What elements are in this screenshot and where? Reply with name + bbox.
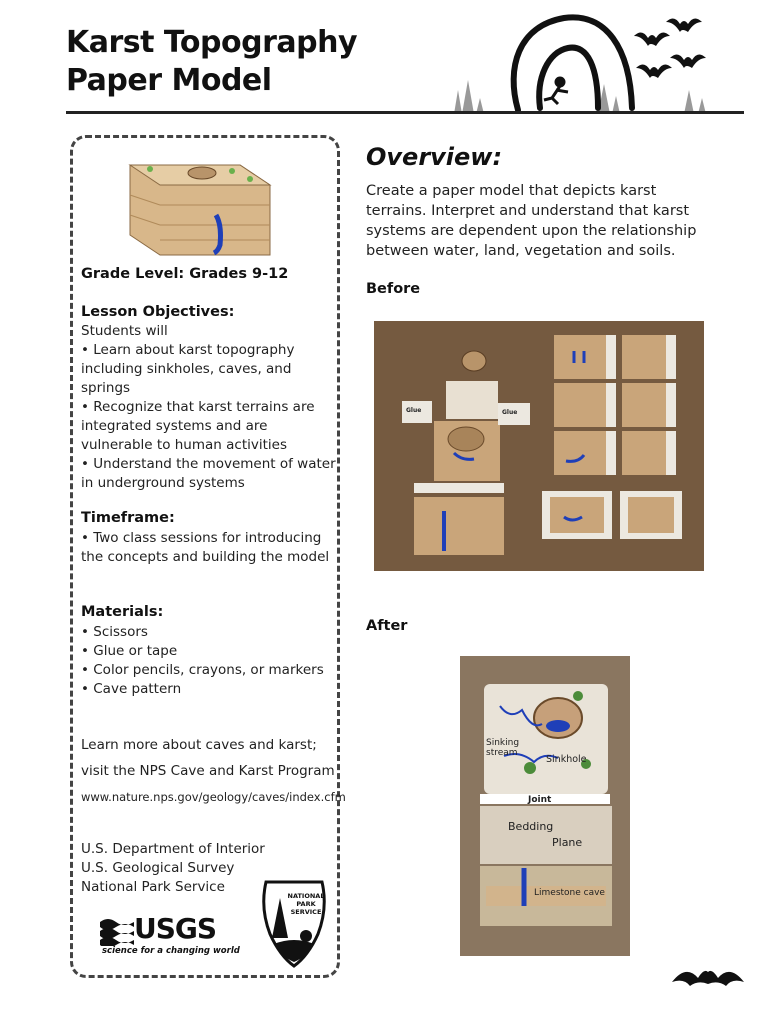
before-photo bbox=[374, 321, 704, 571]
usgs-tagline: science for a changing world bbox=[102, 946, 240, 956]
sinkhole-label: Sinkhole bbox=[546, 754, 587, 765]
plane-label: Plane bbox=[552, 836, 583, 849]
sinking-stream-label: Sinking stream bbox=[486, 738, 520, 758]
title-line-2: Paper Model bbox=[66, 63, 272, 98]
usgs-wave-icon bbox=[100, 916, 134, 946]
header-rule bbox=[66, 111, 744, 114]
after-label: After bbox=[366, 618, 408, 634]
usgs-wordmark: USGS bbox=[134, 912, 217, 945]
nps-line: SERVICE bbox=[290, 908, 322, 916]
glue-tab-label: Glue bbox=[406, 407, 422, 414]
agency-item: National Park Service bbox=[81, 879, 225, 895]
after-photo bbox=[460, 656, 630, 956]
agency-item: U.S. Department of Interior bbox=[81, 841, 265, 857]
learn-more-text: Learn more about caves and karst; bbox=[81, 737, 317, 753]
timeframe-heading: Timeframe: bbox=[81, 510, 175, 526]
overview-text: Create a paper model that depicts karst terrains. Interpret and understand that karst systems are dependent upon the relationship between water, land, vegetation and soils. bbox=[366, 183, 697, 259]
objectives-heading: Lesson Objectives: bbox=[81, 304, 235, 320]
limestone-cave-label: Limestone cave bbox=[534, 888, 605, 898]
materials-list bbox=[81, 623, 336, 699]
bedding-label: Bedding bbox=[508, 820, 554, 833]
bat-icon bbox=[672, 962, 744, 988]
nps-line: NATIONAL bbox=[287, 892, 325, 900]
bat-icons bbox=[634, 18, 706, 78]
material-item: • Color pencils, crayons, or markers bbox=[81, 662, 324, 678]
material-item: • Glue or tape bbox=[81, 643, 178, 659]
objectives-intro: Students will bbox=[81, 323, 168, 339]
objective-item: • Understand the movement of water in underground systems bbox=[81, 456, 336, 491]
grade-level: Grade Level: Grades 9-12 bbox=[81, 266, 289, 282]
nps-url-link[interactable]: www.nature.nps.gov/geology/caves/index.cfm bbox=[81, 790, 346, 804]
timeframe-text: • Two class sessions for introducing the concepts and building the model bbox=[81, 530, 330, 565]
before-label: Before bbox=[366, 281, 421, 297]
material-item: • Cave pattern bbox=[81, 681, 182, 697]
material-item: • Scissors bbox=[81, 624, 148, 640]
caver-figure-icon bbox=[544, 78, 568, 104]
objective-item: • Learn about karst topography including sinkholes, caves, and springs bbox=[81, 342, 295, 396]
cave-bat-illustration bbox=[448, 8, 748, 116]
title-line-1: Karst Topography bbox=[66, 25, 358, 60]
visit-text: visit the NPS Cave and Karst Program bbox=[81, 763, 335, 779]
karst-block-illustration bbox=[120, 145, 285, 265]
objectives-list bbox=[81, 322, 336, 493]
page-title bbox=[66, 24, 357, 100]
objective-item: • Recognize that karst terrains are integrated systems and are vulnerable to human activities bbox=[81, 399, 315, 453]
nps-logo-text bbox=[286, 892, 326, 916]
usgs-logo bbox=[100, 912, 240, 958]
agency-item: U.S. Geological Survey bbox=[81, 860, 235, 876]
glue-tab-label: Glue bbox=[502, 409, 518, 416]
materials-heading: Materials: bbox=[81, 604, 164, 620]
overview-heading: Overview: bbox=[366, 143, 503, 171]
nps-line: PARK bbox=[296, 900, 316, 908]
joint-label: Joint bbox=[528, 795, 552, 805]
nps-arrowhead-logo bbox=[258, 878, 330, 968]
